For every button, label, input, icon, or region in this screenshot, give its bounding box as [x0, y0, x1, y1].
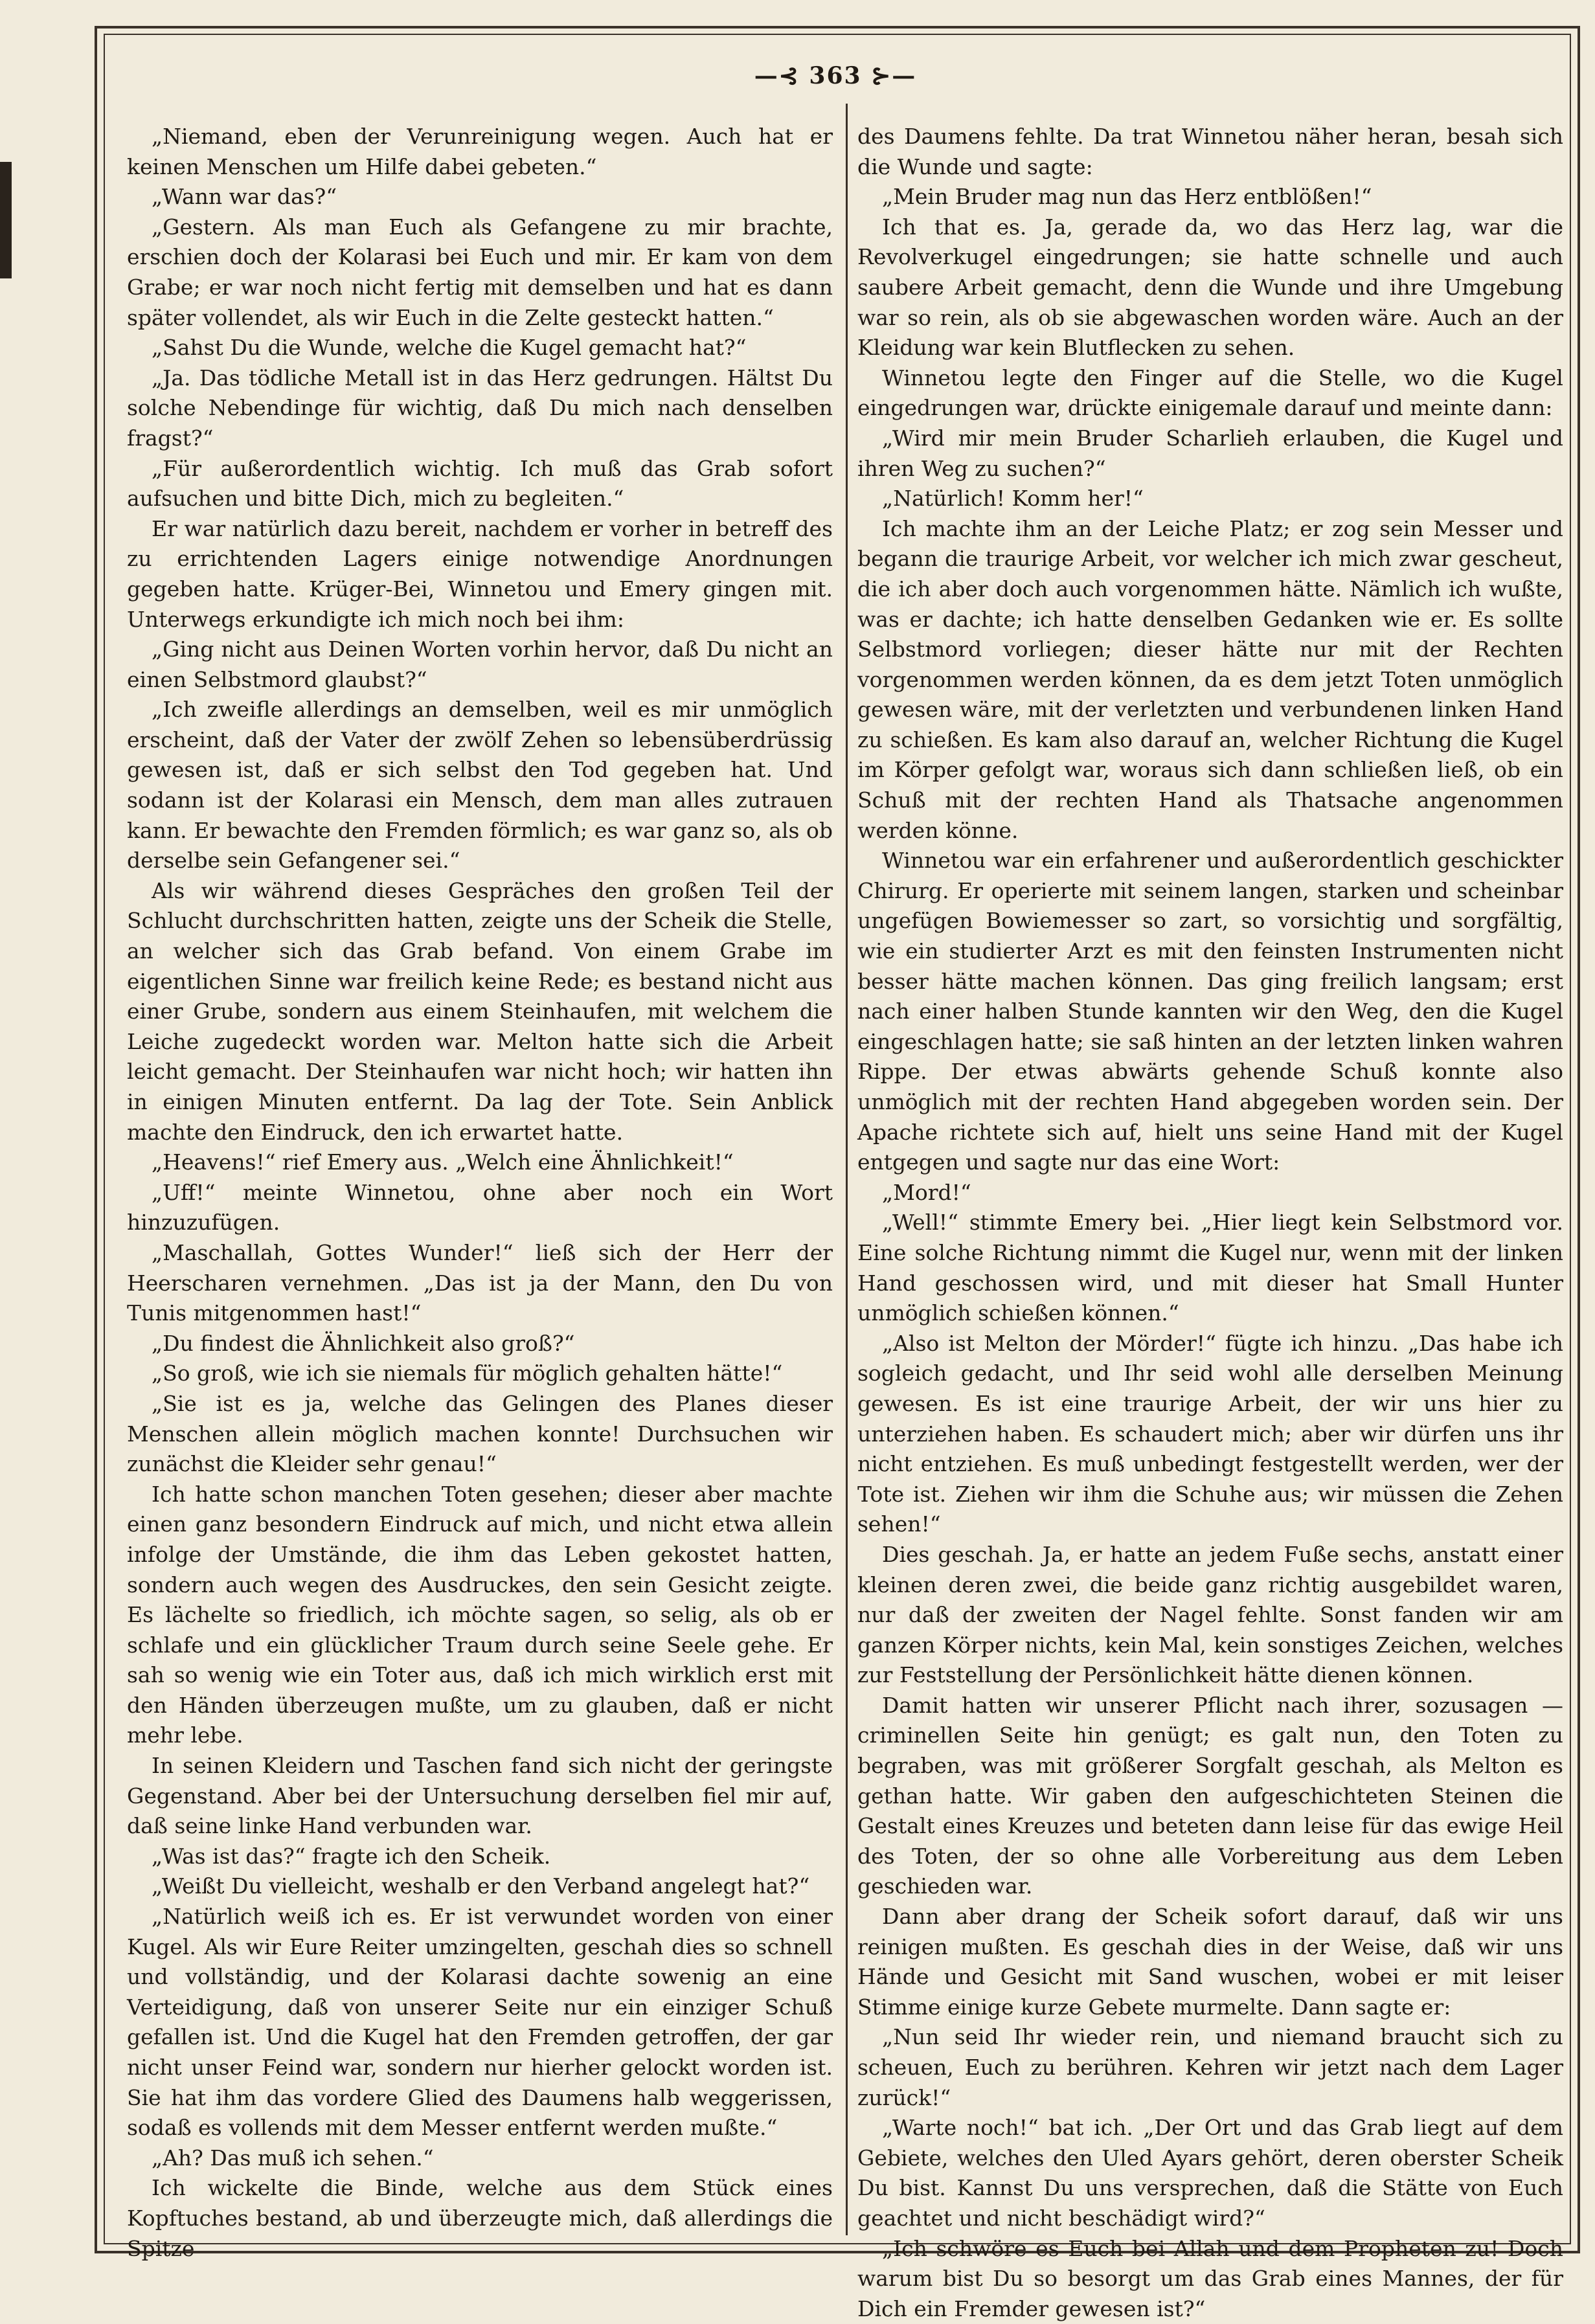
right-column [857, 122, 1563, 2321]
paragraph: „Gestern. Als man Euch als Gefangene zu mir brachte, erschien doch der Kolarasi bei Euch und mir. Er kam von dem Grabe; er war noch nicht fertig mit demselben und hat es dann später vollendet, als wir Euch in die Zelte gesteckt hatten.“ [127, 214, 833, 330]
column-divider [846, 104, 848, 2235]
paragraph: „Wann war das?“ [152, 184, 337, 210]
page-number-ornament-left: —⊰ [754, 62, 809, 89]
paragraph: „Natürlich weiß ich es. Er ist verwundet worden von einer Kugel. Als wir Eure Reiter umzingelten, geschah dies so schnell und vollständig, und der Kolarasi dachte sowenig an eine Verteidigung, daß von unserer Seite nur ein einziger Schuß gefallen ist. Und die Kugel hat den Fremden getroffen, der gar nicht unser Feind war, sondern nur hierher gelockt worden ist. Sie hat ihm das vordere Glied des Daumens halb weggerissen, sodaß es vollends mit dem Messer entfernt werden mußte.“ [127, 1904, 833, 2141]
paragraph: „Ja. Das tödliche Metall ist in das Herz gedrungen. Hältst Du solche Nebendinge für wichtig, daß Du mich nach denselben fragst?“ [127, 365, 833, 451]
paragraph: „Warte noch!“ bat ich. „Der Ort und das Grab liegt auf dem Gebiete, welches den Uled Ayars gehört, deren oberster Scheik Du bist. Kannst Du uns versprechen, daß die Stätte von Euch geachtet und nicht beschädigt wird?“ [857, 2115, 1563, 2231]
paragraph: „Ich schwöre es Euch bei Allah und dem Propheten zu! Doch warum bist Du so besorgt um das Grab eines Mannes, der für Dich ein Fremder gewesen ist?“ [857, 2235, 1563, 2321]
paragraph: „Sahst Du die Wunde, welche die Kugel gemacht hat?“ [152, 335, 747, 361]
paragraph: „Mein Bruder mag nun das Herz entblößen!“ [882, 184, 1372, 210]
paragraph: „Für außerordentlich wichtig. Ich muß das Grab sofort aufsuchen und bitte Dich, mich zu begleiten.“ [127, 455, 833, 512]
paragraph: „Was ist das?“ fragte ich den Scheik. [152, 1843, 551, 1869]
paragraph: „Also ist Melton der Mörder!“ fügte ich hinzu. „Das habe ich sogleich gedacht, und Ihr seid wohl alle derselben Meinung gewesen. Es ist eine traurige Arbeit, der wir uns hier zu unterziehen haben. Es schaudert mich; aber wir dürfen uns ihr nicht entziehen. Es muß unbedingt festgestellt werden, wer der Tote ist. Ziehen wir ihm die Schuhe aus; wir müssen die Zehen sehen!“ [857, 1330, 1563, 1537]
paragraph: „Weißt Du vielleicht, weshalb er den Verband angelegt hat?“ [152, 1873, 810, 1899]
page-number-value: 363 [809, 62, 862, 89]
paragraph: Er war natürlich dazu bereit, nachdem er vorher in betreff des zu errichtenden Lagers einige notwendige Anordnungen gegeben hatte. Krüger-Bei, Winnetou und Emery gingen mit. Unterwegs erkundigte ich mich noch bei ihm: [127, 515, 833, 632]
paragraph: „Natürlich! Komm her!“ [882, 486, 1144, 512]
paragraph: Winnetou war ein erfahrener und außerordentlich geschickter Chirurg. Er operierte mit seinem langen, starken und scheinbar ungefügen Bowiemesser so zart, so vorsichtig und sorgfältig, wie ein studierter Arzt es mit den feinsten Instrumenten nicht besser hätte machen können. Das ging freilich langsam; erst nach einer halben Stunde kannten wir den Weg, den die Kugel eingeschlagen hatte; sie saß hinten an der letzten linken wahren Rippe. Der etwas abwärts gehende Schuß konnte also unmöglich mit der rechten Hand abgegeben worden sein. Der Apache richtete sich auf, hielt uns seine Hand mit der Kugel entgegen und sagte nur das eine Wort: [857, 848, 1563, 1175]
paragraph: Damit hatten wir unserer Pflicht nach ihrer, sozusagen — criminellen Seite hin genügt; es galt nun, den Toten zu begraben, was mit größerer Sorgfalt geschah, als Melton es gethan hatte. Wir gaben den aufgeschichteten Steinen die Gestalt eines Kreuzes und beteten dann leise für das ewige Heil des Toten, der so ohne alle Vorbereitung aus dem Leben geschieden war. [857, 1692, 1563, 1899]
page-number [732, 62, 939, 89]
paragraph: Ich hatte schon manchen Toten gesehen; dieser aber machte einen ganz besondern Eindruck auf mich, und nicht etwa allein infolge der Umstände, die ihm das Leben gekostet hatten, sondern auch wegen des Ausdruckes, den sein Gesicht zeigte. Es lächelte so friedlich, ich möchte sagen, so selig, als ob er schlafe und ein glücklicher Traum durch seine Seele gehe. Er sah so wenig wie ein Toter aus, daß ich mich wirklich erst mit den Händen überzeugen mußte, um zu glauben, daß er nicht mehr lebe. [127, 1481, 833, 1748]
paragraph: „Wird mir mein Bruder Scharlieh erlauben, die Kugel und ihren Weg zu suchen?“ [857, 425, 1563, 481]
paragraph: Ich wickelte die Binde, welche aus dem Stück eines Kopftuches bestand, ab und überzeugte mich, daß allerdings die Spitze [127, 2175, 833, 2261]
paragraph-continued: des Daumens fehlte. Da trat Winnetou näher heran, besah sich die Wunde und sagte: [857, 124, 1563, 179]
paragraph: „Uff!“ meinte Winnetou, ohne aber noch ein Wort hinzuzufügen. [127, 1179, 833, 1235]
paragraph: „Heavens!“ rief Emery aus. „Welch eine Ähnlichkeit!“ [152, 1149, 734, 1175]
paragraph: Dann aber drang der Scheik sofort darauf, daß wir uns reinigen mußten. Es geschah dies in der Weise, daß wir uns Hände und Gesicht mit Sand wuschen, wobei er mit leiser Stimme einige kurze Gebete murmelte. Dann sagte er: [857, 1904, 1563, 2020]
paragraph: „Sie ist es ja, welche das Gelingen des Planes dieser Menschen allein möglich machen konnte! Durchsuchen wir zunächst die Kleider sehr genau!“ [127, 1390, 833, 1477]
paragraph: „Nun seid Ihr wieder rein, und niemand braucht sich zu scheuen, Euch zu berühren. Kehren wir jetzt nach dem Lager zurück!“ [857, 2024, 1563, 2110]
paragraph: In seinen Kleidern und Taschen fand sich nicht der geringste Gegenstand. Aber bei der Untersuchung derselben fiel mir auf, daß seine linke Hand verbunden war. [127, 1753, 833, 1839]
paragraph: „Ah? Das muß ich sehen.“ [152, 2145, 434, 2171]
paragraph: „So groß, wie ich sie niemals für möglich gehalten hätte!“ [152, 1360, 783, 1386]
paragraph: „Niemand, eben der Verunreinigung wegen. Auch hat er keinen Menschen um Hilfe dabei gebeten.“ [127, 124, 833, 179]
paragraph: „Ich zweifle allerdings an demselben, weil es mir unmöglich erscheint, daß der Vater der zwölf Zehen so lebensüberdrüssig gewesen ist, daß er sich selbst den Tod gegeben hat. Und sodann ist der Kolarasi ein Mensch, dem man alles zutrauen kann. Er bewachte den Fremden förmlich; es war ganz so, als ob derselbe sein Gefangener sei.“ [127, 697, 833, 874]
paragraph: „Ging nicht aus Deinen Worten vorhin hervor, daß Du nicht an einen Selbstmord glaubst?“ [127, 637, 833, 692]
page-number-ornament-right: ⊱— [861, 62, 917, 89]
paragraph: Ich that es. Ja, gerade da, wo das Herz lag, war die Revolverkugel eingedrungen; sie hatte schnelle und auch saubere Arbeit gemacht, denn die Wunde und ihre Umgebung war so rein, als ob sie abgewaschen worden wäre. Auch an der Kleidung war kein Blutflecken zu sehen. [857, 214, 1563, 361]
paragraph: Dies geschah. Ja, er hatte an jedem Fuße sechs, anstatt einer kleinen deren zwei, die beide ganz richtig ausgebildet waren, nur daß der zweiten der Nagel fehlte. Sonst fanden wir am ganzen Körper nichts, kein Mal, kein sonstiges Zeichen, welches zur Feststellung der Persönlichkeit hätte dienen können. [857, 1541, 1563, 1688]
paragraph: Ich machte ihm an der Leiche Platz; er zog sein Messer und begann die traurige Arbeit, vor welcher ich mich zwar gescheut, die ich aber doch auch vorgenommen hätte. Nämlich ich wußte, was er dachte; ich hatte denselben Gedanken wie er. Es sollte Selbstmord vorliegen; dieser hätte nur mit der Rechten vorgenommen werden können, da es dem jetzt Toten unmöglich gewesen wäre, mit der verletzten und verbundenen linken Hand zu schießen. Es kam also darauf an, welcher Richtung die Kugel im Körper gefolgt war, woraus sich dann schließen ließ, ob ein Schuß mit der rechten Hand als Thatsache angenommen werden könne. [857, 515, 1563, 843]
paragraph: Als wir während dieses Gespräches den großen Teil der Schlucht durchschritten hatten, zeigte uns der Scheik die Stelle, an welcher sich das Grab befand. Von einem Grabe im eigentlichen Sinne war freilich keine Rede; es bestand nicht aus einer Grube, sondern aus einem Steinhaufen, mit welchem die Leiche zugedeckt worden war. Melton hatte sich die Arbeit leicht gemacht. Der Steinhaufen war nicht hoch; wir hatten ihn in einigen Minuten entfernt. Da lag der Tote. Sein Anblick machte den Eindruck, den ich erwartet hatte. [127, 877, 833, 1145]
paragraph: „Du findest die Ähnlichkeit also groß?“ [152, 1330, 575, 1356]
binding-edge-mark [0, 162, 12, 278]
paragraph: „Maschallah, Gottes Wunder!“ ließ sich der Herr der Heerscharen vernehmen. „Das ist ja der Mann, den Du von Tunis mitgenommen hast!“ [127, 1239, 833, 1326]
paragraph: Winnetou legte den Finger auf die Stelle, wo die Kugel eingedrungen war, drückte einigemale darauf und meinte dann: [857, 365, 1563, 421]
paragraph: „Mord!“ [882, 1179, 971, 1205]
left-column [127, 122, 833, 2261]
paragraph: „Well!“ stimmte Emery bei. „Hier liegt kein Selbstmord vor. Eine solche Richtung nimmt die Kugel nur, wenn mit der linken Hand geschossen wird, und mit dieser hat Small Hunter unmöglich schießen können.“ [857, 1210, 1563, 1326]
